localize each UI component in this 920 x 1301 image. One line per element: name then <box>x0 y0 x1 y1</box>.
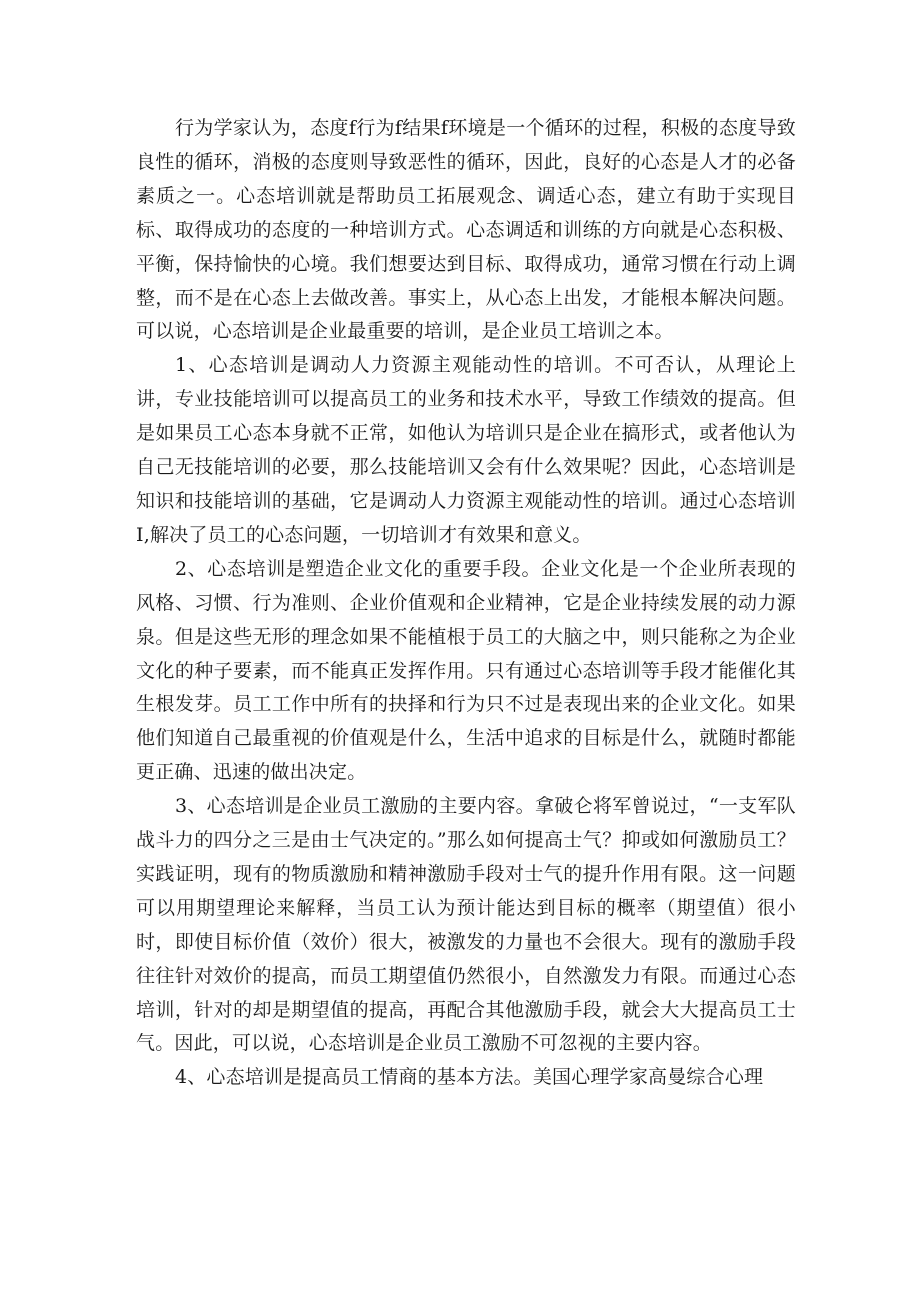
paragraph-point-2: 2、心态培训是塑造企业文化的重要手段。企业文化是一个企业所表现的风格、习惯、行为准则、企业价值观和企业精神，它是企业持续发展的动力源泉。但是这些无形的理念如果不能植根于员工的大脑之中，则只能称之为企业文化的种子要素，而不能真正发挥作用。只有通过心态培训等手段才能催化其生根发芽。员工工作中所有的抉择和行为只不过是表现出来的企业文化。如果他们知道自己最重视的价值观是什么，生活中追求的目标是什么，就随时都能更正确、迅速的做出决定。 <box>136 557 796 784</box>
paragraph-point-4: 4、心态培训是提高员工情商的基本方法。美国心理学家高曼综合心理 <box>174 1066 764 1089</box>
paragraph-point-1: 1、心态培训是调动人力资源主观能动性的培训。不可否认，从理论上讲，专业技能培训可以提高员工的业务和技术水平，导致工作绩效的提高。但是如果员工心态本身就不正常，如他认为培训只是企业在搞形式，或者他认为自己无技能培训的必要，那么技能培训又会有什么效果呢？因此，心态培训是知识和技能培训的基础，它是调动人力资源主观能动性的培训。通过心态培训I,解决了员工的心态问题，一切培训才有效果和意义。 <box>136 354 796 546</box>
document-body <box>136 112 796 1095</box>
paragraph-point-3: 3、心态培训是企业员工激励的主要内容。拿破仑将军曾说过，“一支军队战斗力的四分之三是由士气决定的。”那么如何提高士气？抑或如何激励员工？实践证明，现有的物质激励和精神激励手段对士气的提升作用有限。这一问题可以用期望理论来解释，当员工认为预计能达到目标的概率（期望值）很小时，即使目标价值（效价）很大，被激发的力量也不会很大。现有的激励手段往往针对效价的提高，而员工期望值仍然很小，自然激发力有限。而通过心态培训，针对的却是期望值的提高，再配合其他激励手段，就会大大提高员工士气。因此，可以说，心态培训是企业员工激励不可忽视的主要内容。 <box>136 795 796 1055</box>
paragraph-intro: 行为学家认为，态度f行为f结果f环境是一个循环的过程，积极的态度导致良性的循环，消极的态度则导致恶性的循环，因此，良好的心态是人才的必备素质之一。心态培训就是帮助员工拓展观念、调适心态，建立有助于实现目标、取得成功的态度的一种培训方式。心态调适和训练的方向就是心态积极、平衡，保持愉快的心境。我们想要达到目标、取得成功，通常习惯在行动上调整，而不是在心态上去做改善。事实上，从心态上出发，才能根本解决问题。可以说，心态培训是企业最重要的培训，是企业员工培训之本。 <box>136 117 796 343</box>
